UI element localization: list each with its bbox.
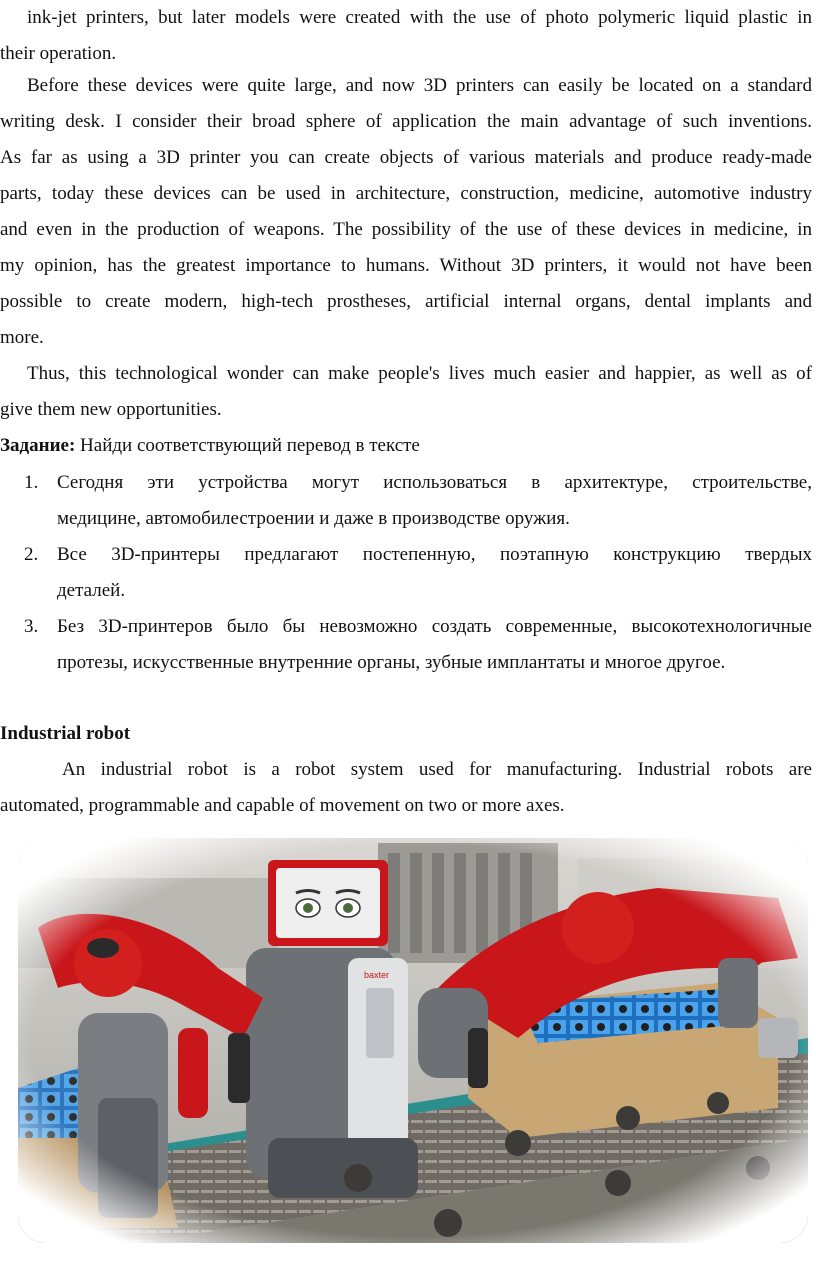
section-heading bbox=[0, 716, 812, 752]
text-line: As far as using a 3D printer you can create objects of various materials and produce ready-made bbox=[0, 147, 812, 168]
paragraph-printers-intro bbox=[0, 0, 812, 72]
paragraph-printers-application bbox=[0, 68, 812, 356]
task-label: Задание: bbox=[0, 435, 76, 456]
list-item-line: Без 3D-принтеров было бы невозможно создать современные, высокотехнологичные bbox=[57, 616, 812, 637]
text-line: more. bbox=[0, 327, 44, 348]
translation-list bbox=[0, 465, 812, 681]
text-line: possible to create modern, high-tech prostheses, artificial internal organs, dental implants and bbox=[0, 291, 812, 312]
text-line: my opinion, has the greatest importance to humans. Without 3D printers, it would not have been bbox=[0, 255, 812, 276]
text-line: writing desk. I consider their broad sphere of application the main advantage of such inventions. bbox=[0, 111, 812, 132]
task-text: Найди соответствующий перевод в тексте bbox=[75, 435, 420, 456]
list-item-line: Все 3D-принтеры предлагают постепенную, поэтапную конструкцию твердых bbox=[57, 544, 812, 565]
list-number: 2. bbox=[24, 544, 39, 565]
list-number: 1. bbox=[24, 472, 39, 493]
text-line: their operation. bbox=[0, 43, 117, 64]
list-number: 3. bbox=[24, 616, 39, 637]
text-line: An industrial robot is a robot system used for manufacturing. Industrial robots are bbox=[62, 759, 812, 780]
text-line: and even in the production of weapons. The possibility of the use of these devices in medicine, in bbox=[0, 219, 812, 240]
list-item-line: Сегодня эти устройства могут использоваться в архитектуре, строительстве, bbox=[57, 472, 812, 493]
text-line: give them new opportunities. bbox=[0, 399, 222, 420]
text-line: automated, programmable and capable of movement on two or more axes. bbox=[0, 795, 565, 816]
list-item-line: медицине, автомобилестроении и даже в производстве оружия. bbox=[57, 508, 570, 529]
text-line: Thus, this technological wonder can make people's lives much easier and happier, as well as of bbox=[27, 363, 812, 384]
paragraph-printers-conclusion bbox=[0, 356, 812, 428]
list-item-line: деталей. bbox=[57, 580, 126, 601]
list-item-line: протезы, искусственные внутренние органы, зубные имплантаты и многое другое. bbox=[57, 652, 726, 673]
text-line: ink-jet printers, but later models were created with the use of photo polymeric liquid plastic in bbox=[27, 7, 812, 28]
industrial-robot-photo bbox=[18, 838, 808, 1243]
section-title: Industrial robot bbox=[0, 723, 131, 744]
text-line: parts, today these devices can be used in architecture, construction, medicine, automotive industry bbox=[0, 183, 812, 204]
task-heading bbox=[0, 428, 812, 464]
paragraph-industrial-robot bbox=[0, 752, 812, 824]
text-line: Before these devices were quite large, and now 3D printers can easily be located on a standard bbox=[27, 75, 812, 96]
